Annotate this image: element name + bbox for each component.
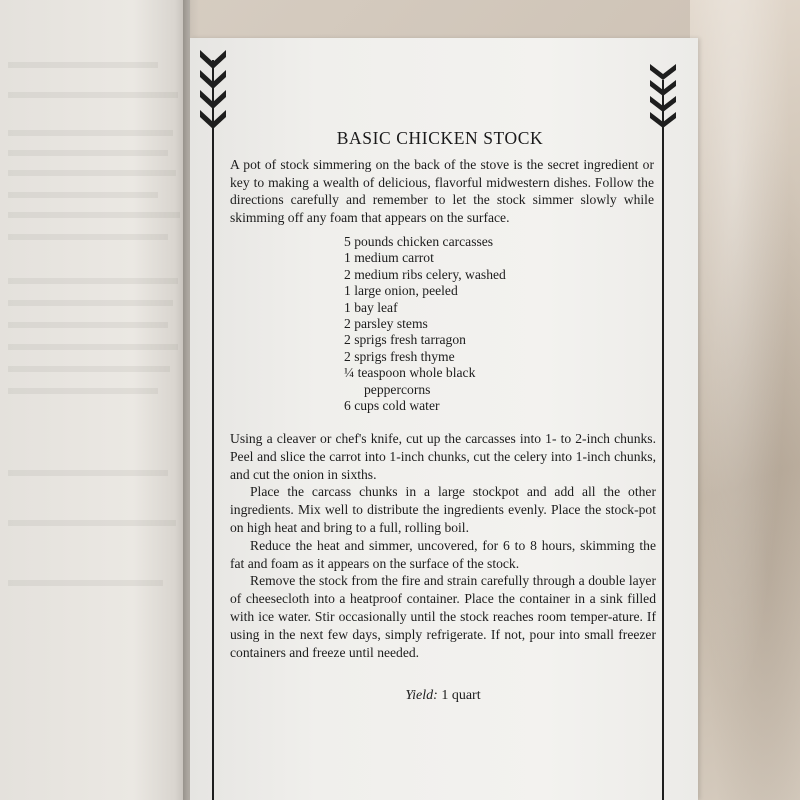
ingredient-item: 2 sprigs fresh tarragon: [344, 332, 466, 348]
recipe-intro: A pot of stock simmering on the back of the stove is the secret ingredient or key to making a wealth of delicious, flavorful midwestern dishes. Follow the directions carefully and remember to let the stock simmer slowly while skimming off any foam that appears on the surface.: [230, 157, 654, 225]
left-arrow-shaft: [212, 60, 214, 800]
show-through-text: [8, 62, 158, 68]
ingredient-item: 5 pounds chicken carcasses: [344, 234, 494, 249]
right-arrow-fletching-icon: [648, 62, 678, 132]
right-page: [190, 38, 698, 800]
show-through-text: [8, 92, 178, 98]
ingredient-item: 1 large onion, peeled: [344, 283, 458, 299]
show-through-text: [8, 300, 173, 306]
left-page: [0, 0, 190, 800]
show-through-text: [8, 234, 168, 240]
ingredient-item: 6 cups cold water: [344, 398, 440, 414]
recipe-title: BASIC CHICKEN STOCK: [336, 128, 544, 148]
yield-value: 1 quart: [441, 688, 481, 703]
method-step: Remove the stock from the fire and strain carefully through a double layer of cheesecloth into a heatproof container. Place the container in a sink filled with ice water. Stir occasionally until the stock reaches room temper-ature. If using in the next few days, simply refrigerate. If not, pour into small freezer containers and freeze until needed.: [230, 573, 656, 660]
show-through-text: [8, 520, 176, 526]
ingredient-item: 1 medium carrot: [344, 250, 434, 266]
show-through-text: [8, 278, 178, 284]
show-through-text: [8, 150, 168, 156]
left-arrow-fletching-icon: [198, 48, 228, 138]
right-arrow-shaft: [662, 80, 664, 800]
ingredient-item: 1 bay leaf: [344, 299, 398, 315]
show-through-text: [8, 130, 173, 136]
show-through-text: [8, 580, 163, 586]
ingredient-item: 2 medium ribs celery, washed: [344, 266, 506, 282]
show-through-text: [8, 388, 158, 394]
marble-countertop: [690, 0, 800, 800]
yield-label: Yield:: [405, 688, 438, 703]
method-section: [230, 430, 656, 661]
ingredient-item: 2 sprigs fresh thyme: [344, 348, 455, 364]
show-through-text: [8, 192, 158, 198]
method-step: Place the carcass chunks in a large stockpot and add all the other ingredients. Mix well to distribute the ingredients evenly. Place the stock-pot on high heat and bring to a full, rolling boil.: [230, 484, 656, 535]
method-step: Using a cleaver or chef's knife, cut up the carcasses into 1- to 2-inch chunks. Peel and slice the carrot into 1-inch chunks, cut the celery into 1-inch chunks, and cut the onion in sixths.: [230, 431, 656, 482]
show-through-text: [8, 470, 168, 476]
show-through-text: [8, 212, 180, 218]
recipe-yield: [230, 688, 656, 704]
show-through-text: [8, 366, 170, 372]
ingredient-item-continued: peppercorns: [364, 381, 431, 397]
show-through-text: [8, 170, 176, 176]
ingredient-list: [344, 234, 506, 414]
ingredient-item: ¼ teaspoon whole black: [344, 365, 476, 381]
show-through-text: [8, 322, 168, 328]
ingredient-item: 2 parsley stems: [344, 316, 428, 332]
method-step: Reduce the heat and simmer, uncovered, for 6 to 8 hours, skimming the fat and foam as it appears on the surface of the stock.: [230, 537, 656, 571]
show-through-text: [8, 344, 178, 350]
